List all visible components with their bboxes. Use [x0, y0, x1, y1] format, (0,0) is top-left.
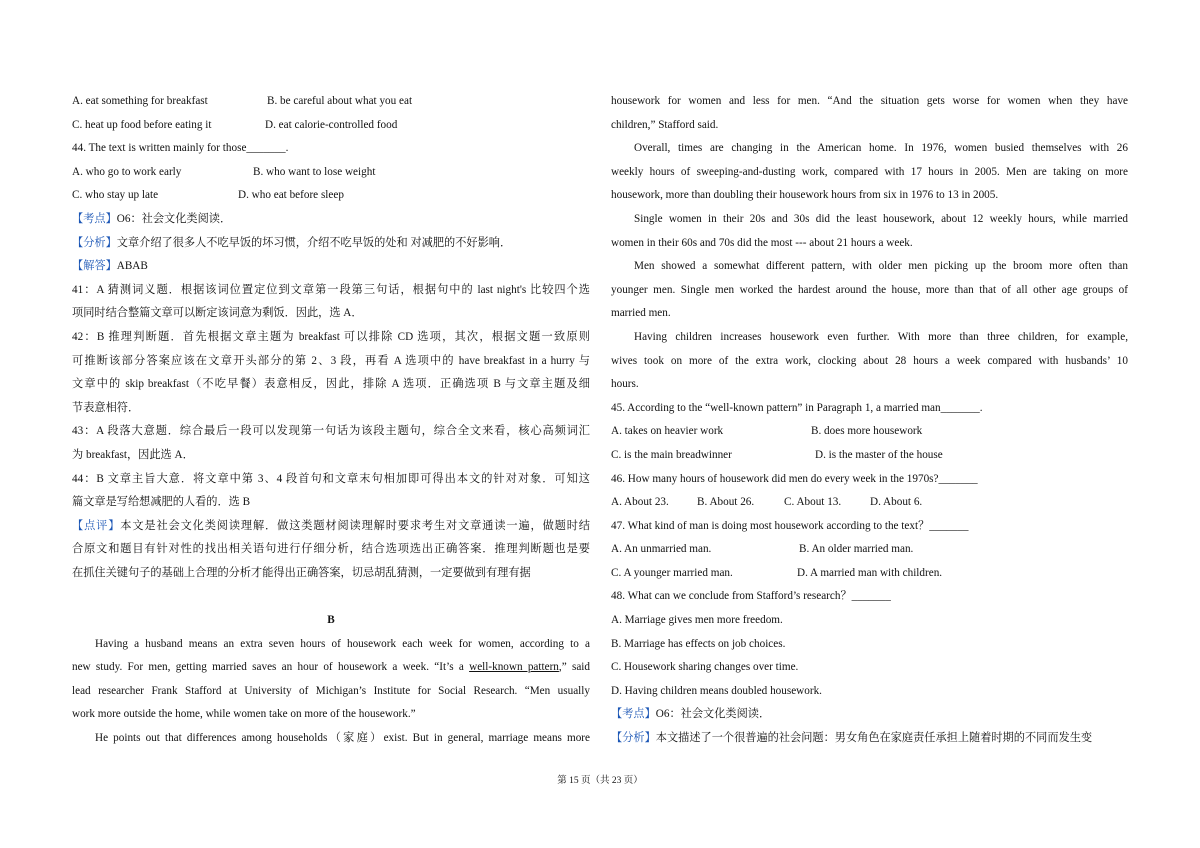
jieda-line	[72, 255, 590, 279]
option-a: A. who go to work early	[72, 165, 182, 178]
option-c: C. About 13.	[784, 496, 842, 509]
option-c: C. heat up food before eating it	[72, 118, 212, 131]
answer-43-line: 43：A 段落大意题．综合最后一段可以发现第一句话为该段主题句，综合全文来看，核心高频词汇	[72, 425, 590, 438]
dianping-line	[72, 515, 590, 539]
kaodian-line	[72, 208, 590, 232]
passage-line: hours.	[611, 378, 639, 391]
passage-line: He points out that differences among households（家庭）exist. But in general, marriage means more	[95, 732, 590, 745]
fenxi-tag: 【分析】	[611, 732, 656, 745]
answer-43-line: 为 breakfast，因此选 A．	[72, 448, 194, 461]
passage-line: housework for women and less for men. “And the situation gets worse for women when they have	[611, 95, 1128, 107]
answer-42-line: 节表意相符．	[72, 401, 140, 414]
q48-stem: 48. What can we conclude from Stafford’s research？_______	[611, 590, 891, 603]
q47-options-row2	[611, 562, 1128, 586]
passage-line: weekly hours of sweeping-and-dusting work, compared with 17 hours in 2005. Men are taking on more	[611, 165, 1128, 178]
passage-line: Men showed a somewhat different pattern, with older men picking up the broom more often than	[634, 260, 1128, 273]
option-b: B. who want to lose weight	[253, 165, 376, 178]
q45-stem: 45. According to the “well-known pattern” in Paragraph 1, a married man_______.	[611, 401, 983, 414]
dianping-tag: 【点评】	[72, 519, 121, 532]
answer-44-line: 44：B 文章主旨大意．将文章中第 3、4 段首句和文章末句相加即可得出本文的针对对象．可知这	[72, 472, 590, 485]
passage-line	[72, 656, 590, 680]
option-a: A. eat something for breakfast	[72, 95, 208, 107]
option-a: A. About 23.	[611, 496, 669, 509]
jieda-text: ABAB	[116, 260, 148, 273]
passage-line: wives took on more of the extra work, clocking about 28 hours a week compared with husbands’ 10	[611, 354, 1128, 367]
kaodian-text: O6：社会文化类阅读．	[116, 212, 232, 225]
option-c: C. who stay up late	[72, 189, 159, 202]
passage-line: Having children increases housework even further. With more than three children, for example,	[634, 330, 1128, 343]
section-title: B	[327, 614, 335, 627]
page-footer: 第 15 页（共 23 页）	[557, 776, 643, 786]
q48-option-c: C. Housework sharing changes over time.	[611, 661, 799, 674]
q47-options-row1	[611, 538, 1128, 562]
q48-option-a: A. Marriage gives men more freedom.	[611, 614, 783, 627]
fenxi-tag: 【分析】	[72, 236, 117, 249]
passage-line: work more outside the home, while women take on more of the housework.”	[72, 708, 416, 721]
dianping-line: 合原文和题目有针对性的找出相关语句进行仔细分析，结合选项选出正确答案．推理判断题也是要	[72, 543, 590, 556]
passage-line: Overall, times are changing in the American home. In 1976, women busied themselves with 26	[634, 142, 1128, 155]
q47-stem: 47. What kind of man is doing most housework according to the text？_______	[611, 519, 969, 532]
option-b: B. About 26.	[697, 496, 755, 509]
left-column	[72, 90, 590, 751]
option-b: B. does more housework	[811, 425, 923, 438]
option-b: B. be careful about what you eat	[267, 95, 413, 107]
answer-41-line: 41：A 猜测词义题．根据该词位置定位到文章第一段第三句话，根据句中的 last night's 比较四个选	[72, 283, 590, 296]
answer-42-line: 可推断该部分答案应该在文章开头部分的第 2、3 段，再看 A 选项中的 have breakfast in a hurry 与	[72, 354, 590, 367]
passage-line: married men.	[611, 307, 671, 320]
kaodian-tag: 【考点】	[611, 708, 656, 721]
passage-line: younger men. Single men worked the hardest around the house, more than that of all other age groups of	[611, 283, 1128, 296]
kaodian-tag: 【考点】	[72, 212, 117, 225]
fenxi-line	[72, 232, 590, 256]
right-column	[611, 90, 1128, 751]
answer-41-line: 项同时结合整篇文章可以断定该词意为剩饭．因此，选 A．	[72, 307, 363, 320]
kaodian-line	[611, 703, 1128, 727]
passage-line: lead researcher Frank Stafford at University of Michigan’s Institute for Social Research. “Men usually	[72, 684, 590, 697]
q45-options-row1	[611, 420, 1128, 444]
q45-options-row2	[611, 444, 1128, 468]
passage-line: housework, more than doubling their housework hours from six in 1976 to 13 in 2005.	[611, 189, 999, 202]
q44-options-row2	[72, 184, 590, 208]
option-d: D. A married man with children.	[797, 566, 943, 579]
passage-line: Having a husband means an extra seven hours of housework each week for women, according to a	[95, 637, 590, 650]
option-a: A. takes on heavier work	[611, 425, 724, 438]
q43-options-row2	[72, 114, 590, 138]
q44-options-row1	[72, 161, 590, 185]
passage-line: Single women in their 20s and 30s did the least housework, about 12 weekly hours, while married	[634, 212, 1128, 225]
option-b: B. An older married man.	[799, 543, 914, 556]
fenxi-text: 文章介绍了很多人不吃早饭的坏习惯，介绍不吃早饭的处和 对减肥的不好影响．	[116, 236, 512, 249]
dianping-text: 本文是社会文化类阅读理解．做这类题材阅读理解时要求考生对文章通读一遍，做题时结	[120, 519, 590, 532]
option-d: D. who eat before sleep	[238, 189, 344, 202]
option-c: C. is the main breadwinner	[611, 448, 732, 461]
passage-line: women in their 60s and 70s did the most --- about 21 hours a week.	[611, 236, 913, 249]
q44-stem: 44. The text is written mainly for those_______.	[72, 142, 289, 155]
q46-options-row	[611, 491, 1128, 515]
jieda-tag: 【解答】	[72, 260, 117, 273]
dianping-line: 在抓住关键句子的基础上合理的分析才能得出正确答案，切忌胡乱猜测，一定要做到有理有据	[72, 566, 531, 579]
fenxi-text: 本文描述了一个很普遍的社会问题：男女角色在家庭责任承担上随着时期的不同而发生变	[655, 732, 1093, 745]
answer-42-line: 文章中的 skip breakfast（不吃早餐）表意相反，因此，排除 A 选项．正确选项 B 与文章主题及细	[72, 378, 590, 391]
underlined-phrase: well-known pattern	[469, 661, 559, 674]
option-d: D. eat calorie-controlled food	[265, 118, 398, 131]
passage-text: new study. For men, getting married saves an hour of housework a week. “It’s a	[72, 661, 470, 674]
passage-text: ,” said	[558, 661, 590, 674]
q48-option-b: B. Marriage has effects on job choices.	[611, 637, 786, 650]
q43-options-row1	[72, 90, 590, 114]
passage-line: children,” Stafford said.	[611, 118, 719, 131]
option-d: D. About 6.	[870, 496, 923, 509]
spacer	[72, 585, 590, 609]
answer-42-line: 42：B 推理判断题．首先根据文章主题为 breakfast 可以排除 CD 选项，其次，根据文题一致原则	[72, 330, 590, 343]
kaodian-text: O6：社会文化类阅读．	[655, 708, 771, 721]
option-a: A. An unmarried man.	[611, 543, 712, 556]
option-c: C. A younger married man.	[611, 566, 733, 579]
fenxi-line	[611, 727, 1128, 751]
answer-44-line: 篇文章是写给想减肥的人看的．选 B	[72, 496, 251, 509]
q48-option-d: D. Having children means doubled housework.	[611, 684, 822, 697]
q46-stem: 46. How many hours of housework did men do every week in the 1970s?_______	[611, 472, 978, 485]
option-d: D. is the master of the house	[815, 448, 943, 461]
